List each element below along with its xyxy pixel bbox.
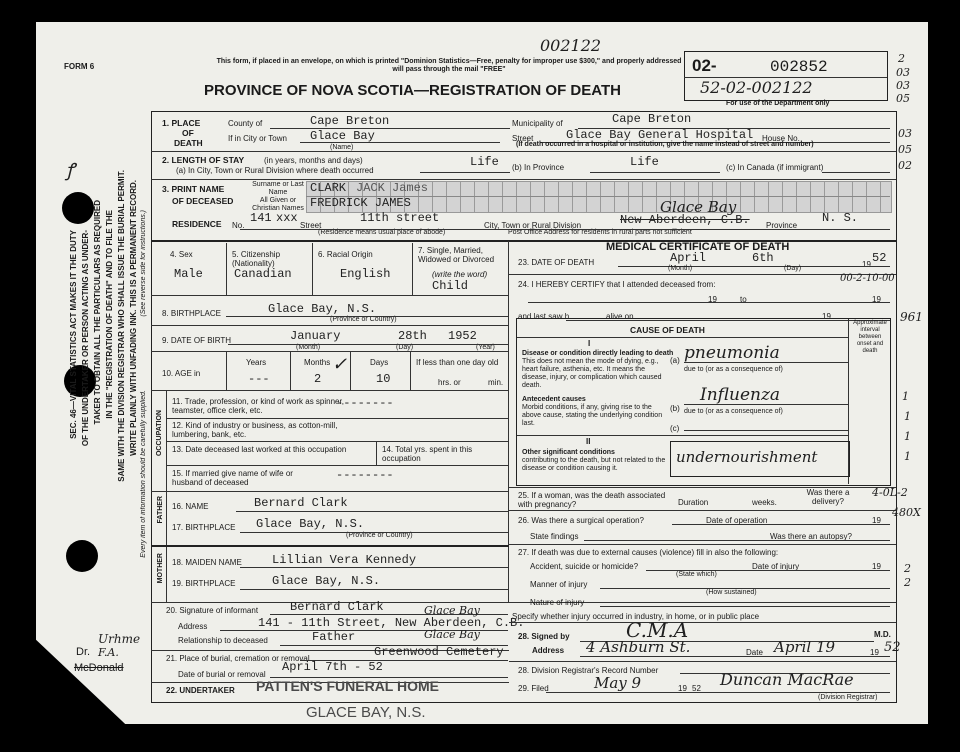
- cause-a-marker: (a): [670, 356, 680, 365]
- age-months: 2: [314, 372, 322, 386]
- father-country-label: (Province or Country): [346, 532, 413, 539]
- undertaker-stamp-1: PATTEN'S FUNERAL HOME: [256, 678, 439, 694]
- statute-line-2: OF THE UNDERTAKER OR PERSON ACTING AS UNDER-: [81, 230, 90, 447]
- given-label: All Given or Christian Names: [252, 197, 304, 212]
- age-label: 10. AGE in: [162, 369, 201, 378]
- findings-label: State findings: [530, 532, 579, 541]
- interval-label: Approximate interval between onset and death: [853, 320, 887, 354]
- county-label: County of: [228, 119, 263, 128]
- stay-city-value: Life: [470, 155, 499, 169]
- form-title: PROVINCE OF NOVA SCOTIA—REGISTRATION OF DEATH: [204, 82, 621, 99]
- father-birthplace-value: Glace Bay, N.S.: [256, 517, 365, 531]
- physician-address: 4 Ashburn St.: [586, 638, 691, 656]
- lessday-label: If less than one day old: [416, 358, 499, 367]
- hospital-note: (If death occurred in a hospital or institution, give the name instead of street and number): [516, 141, 814, 148]
- injury-year-prefix: 19: [872, 562, 881, 571]
- statute-line-7: Every item of information should be carefully supplied.: [140, 390, 147, 558]
- registrar-record-label: 28. Division Registrar's Record Number: [518, 666, 659, 675]
- other-value: undernourishment: [676, 448, 818, 466]
- relationship-label: Relationship to deceased: [178, 636, 268, 645]
- woman-label: 25. If a woman, was the death associated with pregnancy?: [518, 491, 666, 509]
- residence-note: (Residence means usual place of abode): [318, 229, 446, 236]
- antecedent-label: Antecedent causes: [522, 396, 586, 403]
- total-years-label: 14. Total yrs. spent in this occupation: [382, 445, 473, 463]
- last-saw-year-prefix: 19: [822, 312, 831, 321]
- spouse-value: --------: [336, 468, 394, 482]
- death-month-label: (Month): [668, 265, 693, 272]
- undertaker-label: 22. UNDERTAKER: [166, 686, 235, 695]
- death-date-year-prefix: 19: [862, 260, 871, 269]
- filed-month: May 9: [594, 674, 642, 692]
- physician-date-value: April 19: [774, 638, 836, 656]
- street-label: Street: [512, 134, 534, 143]
- father-name-value: Bernard Clark: [254, 496, 348, 510]
- registrar-caption: (Division Registrar): [818, 694, 878, 701]
- doctor-handwritten: Urhme: [98, 632, 141, 646]
- residence-no-label: No.: [232, 221, 245, 230]
- years-label: Years: [246, 358, 267, 367]
- relationship-hand: Glace Bay: [424, 628, 480, 641]
- injury-date-label: Date of injury: [752, 562, 800, 571]
- physician-year-prefix: 19: [870, 648, 879, 657]
- dob-year-label: (Year): [476, 344, 495, 351]
- state-label: (State which): [676, 571, 717, 578]
- stay-canada-label: (c) In Canada (if immigrant): [726, 163, 824, 172]
- months-label: Months: [304, 358, 331, 367]
- house-label: House No.: [762, 134, 800, 143]
- residence-no-overtype: xxx: [276, 211, 298, 225]
- margin-code-1: 2: [898, 52, 905, 65]
- undertaker-stamp-2: GLACE BAY, N.S.: [306, 704, 426, 721]
- cause-a-due: due to (or as a consequence of): [684, 366, 783, 373]
- delivery-code: 4-0L-2: [872, 486, 908, 499]
- certify-to-label: to: [740, 295, 747, 304]
- residence-street-label: Street: [300, 221, 322, 230]
- address-label: Address: [532, 646, 565, 655]
- informant-sig-value: Bernard Clark: [290, 600, 384, 614]
- age-days: 10: [376, 372, 391, 386]
- place-label-death: DEATH: [174, 138, 203, 148]
- filed-year: 52: [692, 684, 701, 693]
- given-value: FREDRICK JAMES: [310, 196, 411, 210]
- county-value: Cape Breton: [310, 114, 390, 128]
- statute-line-1: SEC. 46—VITAL STATISTICS ACT MAKES IT THE DUTY: [69, 230, 78, 439]
- certify-year-prefix-2: 19: [872, 295, 881, 304]
- external-label: 27. If death was due to external causes (violence) fill in also the following:: [518, 548, 779, 557]
- punch-hole-bottom: [66, 540, 98, 572]
- punch-hole-top: [62, 192, 94, 224]
- cause-a-value: pneumonia: [684, 343, 780, 363]
- mother-birthplace-label: 19. BIRTHPLACE: [172, 579, 236, 588]
- racial-label: 6. Racial Origin: [318, 250, 373, 259]
- birthplace-sub: (Province or Country): [330, 316, 397, 323]
- marital-label: 7. Single, Married, Widowed or Divorced: [418, 246, 495, 264]
- operation-date-label: Date of operation: [706, 516, 768, 525]
- cause-b-due: due to (or as a consequence of): [684, 408, 783, 415]
- direct-note: This does not mean the mode of dying, e.g., heart failure, asthenia, etc. It means the disease, injury, or complication which caused death.: [522, 358, 662, 389]
- residence-city-value: New Aberdeen, C.B.: [620, 213, 750, 227]
- specify-label: Specify whether injury occurred in industry, in home, or in public place: [512, 612, 760, 621]
- death-date-day: 6th: [752, 251, 774, 265]
- stay-label: 2. LENGTH OF STAY: [162, 155, 245, 165]
- age-years: ---: [248, 372, 270, 386]
- operation-year-prefix: 19: [872, 516, 881, 525]
- statute-line-3: TAKER TO OBTAIN ALL THE PARTICULARS AS REQUIRED: [93, 200, 102, 425]
- residence-province-label: Province: [766, 221, 798, 230]
- doctor-label: Dr.: [76, 646, 91, 658]
- weeks-label: weeks.: [752, 498, 777, 507]
- doctor-typed-name: McDonald: [74, 662, 124, 674]
- cause-c-marker: (c): [670, 424, 680, 433]
- father-side-label: FATHER: [157, 496, 164, 524]
- hrs-label: hrs. or: [438, 378, 461, 387]
- statute-line-4: IN THE "REGISTRATION OF DEATH" AND TO FILE THE: [105, 210, 114, 419]
- cause-b-value: Influenza: [700, 385, 781, 405]
- city-value: Glace Bay: [310, 129, 375, 143]
- last-worked-label: 13. Date deceased last worked at this occupation: [172, 445, 347, 454]
- place-label-of: OF: [182, 128, 194, 138]
- min-label: min.: [488, 378, 504, 387]
- street-value: Glace Bay General Hospital: [566, 128, 754, 142]
- side-code-1: 03: [898, 127, 912, 140]
- mother-birthplace-value: Glace Bay, N.S.: [272, 574, 381, 588]
- place-label: 1. PLACE: [162, 118, 201, 128]
- dept-use-note: For use of the Department only: [726, 100, 830, 107]
- reg-prefix: 02-: [692, 56, 717, 75]
- birthplace-label: 8. BIRTHPLACE: [162, 309, 221, 318]
- direct-label: Disease or condition directly leading to death: [522, 350, 674, 357]
- citizenship-value: Canadian: [234, 267, 292, 281]
- registrar-signature: Duncan MacRae: [720, 670, 854, 689]
- other-label: Other significant conditions: [522, 449, 615, 456]
- residence-street-value: 11th street: [360, 211, 440, 225]
- how-label: (How sustained): [706, 589, 757, 596]
- accident-label: Accident, suicide or homicide?: [530, 562, 639, 571]
- duration-label: Duration: [678, 498, 709, 507]
- signed-label: 28. Signed by: [518, 632, 570, 641]
- alive-label: alive on: [606, 312, 634, 321]
- code-480x: 480X: [892, 506, 921, 519]
- certify-label: 24. I HEREBY CERTIFY that I attended deceased from:: [518, 280, 716, 289]
- margin-code-3: 03: [896, 79, 910, 92]
- stay-province-label: (b) In Province: [512, 163, 565, 172]
- certify-year-prefix: 19: [708, 295, 717, 304]
- municipality-label: Municipality of: [512, 119, 563, 128]
- birthplace-value: Glace Bay, N.S.: [268, 302, 377, 316]
- surname-overtype: JACK James: [356, 181, 429, 195]
- death-day-label: (Day): [784, 265, 802, 272]
- side-code-3: 02: [898, 159, 912, 172]
- margin-code-2: 03: [896, 66, 910, 79]
- margin-scribble: ꝭ: [66, 160, 75, 181]
- manner-label: Manner of injury: [530, 580, 588, 589]
- bottom-code-2: 2: [904, 576, 911, 589]
- other-note: contributing to the death, but not related to the disease or condition causing it.: [522, 457, 666, 472]
- right-code-4: 1: [904, 450, 911, 463]
- statute-line-6: WRITE PLAINLY WITH UNFADING INK. THIS IS A PERMANENT RECORD.: [129, 180, 138, 456]
- name-label: 3. PRINT NAME: [162, 184, 225, 194]
- burial-date-value: April 7th - 52: [282, 660, 383, 674]
- bottom-code-1: 2: [904, 562, 911, 575]
- section-ii: II: [586, 437, 591, 446]
- trade-label: 11. Trade, profession, or kind of work as spinner, teamster, office clerk, etc.: [172, 397, 344, 415]
- trade-value: --------: [336, 396, 394, 410]
- stay-city-label: (a) In City, Town or Rural Division where death occurred: [176, 166, 374, 175]
- father-birthplace-label: 17. BIRTHPLACE: [172, 523, 236, 532]
- nature-label: Nature of injury: [530, 598, 585, 607]
- residence-no-value: 141: [250, 211, 272, 225]
- statute-line-5: SAME WITH THE DIVISION REGISTRAR WHO SHALL ISSUE THE BURIAL PERMIT.: [117, 170, 126, 482]
- certify-code: 00-2-10-00: [840, 273, 895, 284]
- dob-year: 1952: [448, 329, 477, 343]
- city-label: If in City or Town: [228, 134, 287, 143]
- sex-value: Male: [174, 267, 203, 281]
- filed-label: 29. Filed: [518, 684, 549, 693]
- cause-title: CAUSE OF DEATH: [630, 325, 705, 335]
- informant-address-value: 141 - 11th Street, New Aberdeen, C.B.: [258, 616, 525, 630]
- right-code-2: 1: [904, 410, 911, 423]
- dob-label: 9. DATE OF BIRTH: [162, 336, 232, 345]
- death-date-month: April: [670, 251, 707, 265]
- reg-number: 002852: [770, 58, 828, 76]
- residence-label: RESIDENCE: [172, 219, 222, 229]
- death-date-label: 23. DATE OF DEATH: [518, 258, 595, 267]
- residence-city-handwritten: Glace Bay: [660, 198, 737, 216]
- code-961: 961: [900, 310, 923, 324]
- right-code-1: 1: [902, 390, 909, 403]
- antecedent-note: Morbid conditions, if any, giving rise to the above cause, stating the underlying condition last.: [522, 404, 663, 427]
- cause-b-marker: (b): [670, 404, 680, 413]
- marital-value: Child: [432, 279, 469, 293]
- mother-side-label: MOTHER: [157, 553, 164, 584]
- autopsy-label: Was there an autopsy?: [770, 532, 852, 541]
- informant-sig-label: 20. Signature of informant: [166, 606, 259, 615]
- side-code-2: 05: [898, 143, 912, 156]
- residence-po-note: Post Office Address for residents in rural parts not sufficient: [508, 229, 692, 236]
- marital-sub: (write the word): [432, 270, 488, 279]
- mother-name-value: Lillian Vera Kennedy: [272, 553, 417, 567]
- signed-value: C.M.A: [626, 618, 689, 642]
- spouse-label: 15. If married give name of wife or husband of deceased: [172, 469, 293, 487]
- top-handwritten-number: 002122: [540, 36, 602, 55]
- residence-city-label: City, Town or Rural Division: [484, 221, 582, 230]
- age-check: ✓: [332, 354, 348, 375]
- citizenship-label: 5. Citizenship (Nationality): [232, 250, 281, 268]
- residence-province-value: N. S.: [822, 211, 859, 225]
- reg-handwritten: 52-02-002122: [700, 78, 813, 97]
- relationship-value: Father: [312, 630, 356, 644]
- stay-province-value: Life: [630, 155, 659, 169]
- right-code-3: 1: [904, 430, 911, 443]
- informant-address-hand: Glace Bay: [424, 604, 480, 617]
- doctor-initials: F.A.: [98, 646, 119, 659]
- section-i: I: [588, 339, 591, 348]
- dob-day-label: (Day): [396, 344, 414, 351]
- filed-year-prefix: 19: [678, 684, 687, 693]
- surgical-label: 26. Was there a surgical operation?: [518, 516, 644, 525]
- margin-code-4: 05: [896, 92, 910, 105]
- occupation-side-label: OCCUPATION: [156, 410, 163, 457]
- dob-month: January: [290, 329, 341, 343]
- municipality-value: Cape Breton: [612, 112, 692, 126]
- racial-value: English: [340, 267, 391, 281]
- burial-value: Greenwood Cemetery: [374, 645, 504, 659]
- stay-sub: (in years, months and days): [264, 156, 363, 165]
- form-number: FORM 6: [64, 62, 95, 71]
- informant-address-label: Address: [178, 622, 208, 631]
- physician-date-label: Date: [746, 648, 763, 657]
- physician-year: 52: [884, 640, 901, 655]
- dob-day: 28th: [398, 329, 427, 343]
- death-date-year: 52: [872, 251, 887, 265]
- name-label-2: OF DECEASED: [172, 196, 234, 206]
- dob-month-label: (Month): [296, 344, 321, 351]
- last-saw-label: and last saw h: [518, 312, 570, 321]
- city-name-label: (Name): [330, 144, 354, 151]
- delivery-label: Was there a delivery?: [806, 488, 850, 506]
- postage-notice: This form, if placed in an envelope, on which is printed "Dominion Statistics—Free, penalty for improper use $300," and properly addressed will pass through the mail "FREE": [216, 58, 682, 73]
- father-name-label: 16. NAME: [172, 502, 209, 511]
- industry-label: 12. Kind of industry or business, as cotton-mill, lumbering, bank, etc.: [172, 421, 338, 439]
- burial-label: 21. Place of burial, cremation or removal: [166, 654, 310, 663]
- surname-label: Surname or Last Name: [252, 181, 304, 196]
- burial-date-label: Date of burial or removal: [178, 670, 266, 679]
- md-label: M.D.: [874, 630, 891, 639]
- medical-title: MEDICAL CERTIFICATE OF DEATH: [606, 241, 790, 253]
- surname-value: CLARK: [310, 181, 347, 195]
- days-label: Days: [370, 358, 389, 367]
- statute-line-8: (See reverse side for instructions.): [140, 210, 147, 317]
- sex-label: 4. Sex: [170, 250, 193, 259]
- mother-name-label: 18. MAIDEN NAME: [172, 558, 242, 567]
